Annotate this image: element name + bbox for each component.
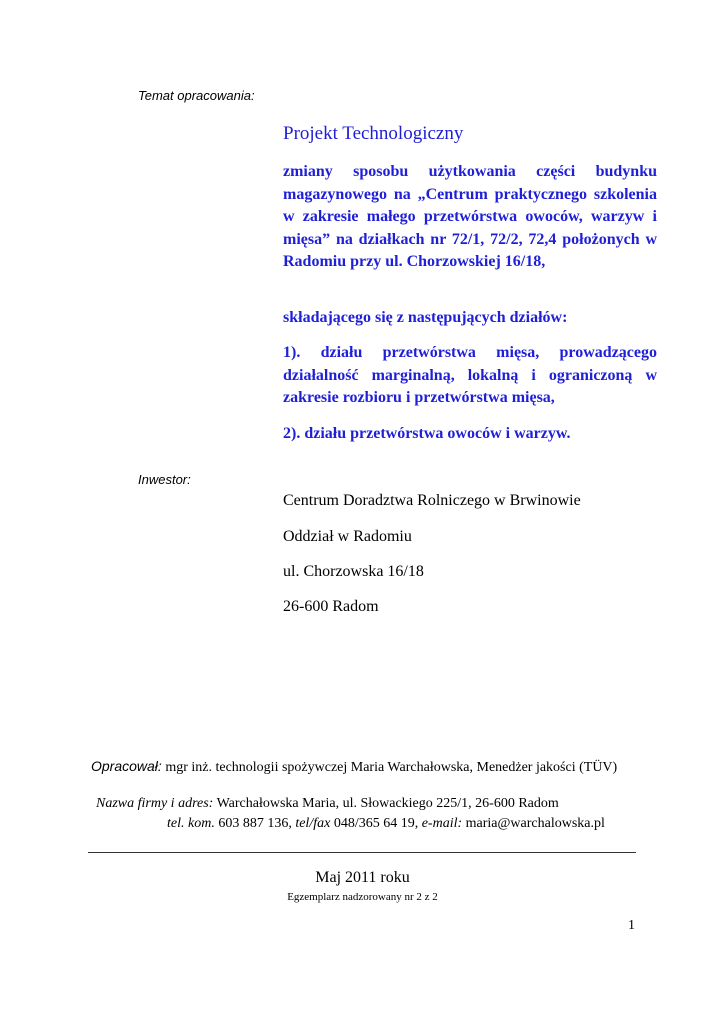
phone-value: 603 887 136, — [218, 816, 292, 831]
topic-label: Temat opracowania: — [138, 88, 255, 103]
email-value: maria@warchalowska.pl — [465, 816, 605, 831]
phone-label: tel. kom. — [167, 816, 215, 831]
divider — [88, 852, 636, 853]
page-number: 1 — [628, 918, 635, 933]
copy-note: Egzemplarz nadzorowany nr 2 z 2 — [287, 891, 438, 903]
prepared-by — [91, 758, 617, 776]
project-title: Projekt Technologiczny — [283, 123, 464, 144]
investor-line: 26-600 Radom — [283, 598, 379, 615]
investor-line: Centrum Doradztwa Rolniczego w Brwinowie — [283, 492, 581, 509]
prepared-by-value: mgr inż. technologii spożywczej Maria Warchałowska, Menedżer jakości (TÜV) — [165, 760, 618, 775]
prepared-by-label: Opracował: — [91, 758, 162, 774]
email-label: e-mail: — [421, 816, 463, 831]
company-value: Warchałowska Maria, ul. Słowackiego 225/1, 26-600 Radom — [216, 796, 559, 811]
company-address — [96, 796, 559, 812]
sections-intro: składającego się z następujących działów: — [283, 309, 568, 326]
document-date: Maj 2011 roku — [315, 869, 410, 886]
contact-line — [167, 816, 605, 832]
investor-label: Inwestor: — [138, 472, 191, 487]
fax-value: 048/365 64 19, — [333, 816, 419, 831]
project-description: zmiany sposobu użytkowania części budynku magazynowego na „Centrum praktycznego szkolenia w zakresie małego przetwórstwa owoców, warzyw i mięsa” na działkach nr 72/1, 72/2, 72,4 położonych w Radomiu przy ul. Chorzowskiej 16/18, — [283, 163, 657, 270]
company-label: Nazwa firmy i adres: — [96, 796, 214, 811]
fax-label: tel/fax — [295, 816, 331, 831]
investor-line: ul. Chorzowska 16/18 — [283, 563, 424, 580]
section-item: 2). działu przetwórstwa owoców i warzyw. — [283, 425, 571, 442]
investor-line: Oddział w Radomiu — [283, 528, 412, 545]
section-item: 1). działu przetwórstwa mięsa, prowadzącego działalność marginalną, lokalną i ograniczoną w zakresie rozbioru i przetwórstwa mięsa, — [283, 344, 657, 406]
